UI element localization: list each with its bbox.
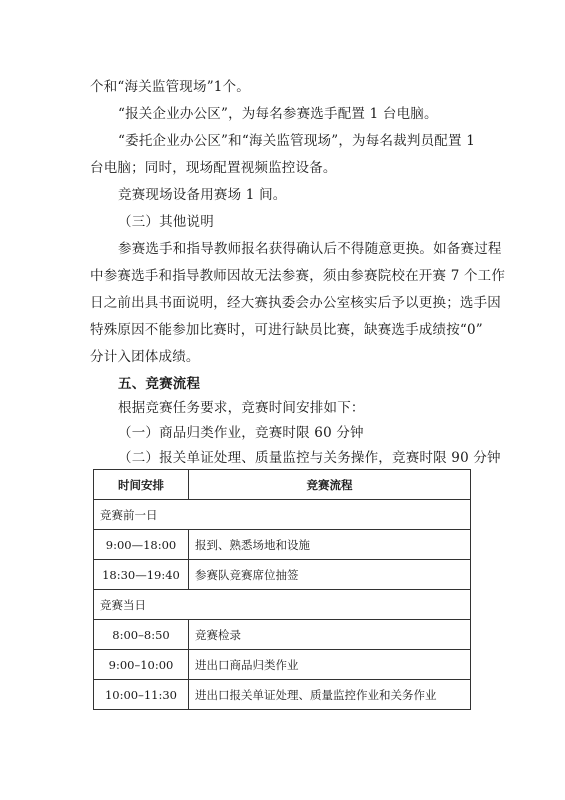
header-time: 时间安排 — [94, 470, 189, 500]
paragraph-venue: 竞赛现场设备用赛场 1 间。 — [118, 187, 287, 203]
table-row — [94, 650, 471, 680]
task-two-time-limit: （二）报关单证处理、质量监控与关务操作，竞赛时限 90 分钟 — [118, 450, 501, 466]
header-flow: 竞赛流程 — [189, 470, 471, 500]
section-day-before: 竞赛前一日 — [94, 500, 471, 530]
row-time: 18:30—19:40 — [94, 560, 189, 590]
row-flow: 进出口商品归类作业 — [189, 650, 471, 680]
table-row — [94, 530, 471, 560]
table-section-row — [94, 500, 471, 530]
row-flow: 参赛队竞赛席位抽签 — [189, 560, 471, 590]
table-row — [94, 620, 471, 650]
subheading-other-notes: （三）其他说明 — [118, 214, 214, 230]
row-flow: 报到、熟悉场地和设施 — [189, 530, 471, 560]
row-time: 9:00–10:00 — [94, 650, 189, 680]
paragraph-replacement-line3: 日之前出具书面说明，经大赛执委会办公室核实后予以更换；选手因 — [90, 295, 501, 311]
paragraph-client-office-line2: 台电脑；同时，现场配置视频监控设备。 — [90, 160, 337, 176]
table-header-row — [94, 470, 471, 500]
row-time: 9:00—18:00 — [94, 530, 189, 560]
row-time: 10:00–11:30 — [94, 680, 189, 710]
schedule-table — [93, 469, 471, 710]
paragraph-replacement-line4: 特殊原因不能参加比赛时，可进行缺员比赛，缺赛选手成绩按“0” — [90, 322, 483, 338]
row-flow: 进出口报关单证处理、质量监控作业和关务作业 — [189, 680, 471, 710]
table-row — [94, 680, 471, 710]
section-competition-day: 竞赛当日 — [94, 590, 471, 620]
paragraph-client-office-line1: “委托企业办公区”和“海关监管现场”，为每名裁判员配置 1 — [118, 133, 475, 149]
section-heading-competition-process: 五、竞赛流程 — [118, 376, 201, 392]
paragraph-replacement-line1: 参赛选手和指导教师报名获得确认后不得随意更换。如备赛过程 — [118, 241, 502, 257]
paragraph-broker-office: “报关企业办公区”，为每名参赛选手配置 1 台电脑。 — [118, 106, 438, 122]
row-flow: 竞赛检录 — [189, 620, 471, 650]
row-time: 8:00–8:50 — [94, 620, 189, 650]
table-row — [94, 560, 471, 590]
paragraph-schedule-intro: 根据竞赛任务要求，竞赛时间安排如下： — [118, 400, 365, 416]
paragraph-continuation: 个和“海关监管现场”1个。 — [90, 79, 250, 95]
paragraph-replacement-line2: 中参赛选手和指导教师因故无法参赛，须由参赛院校在开赛 7 个工作 — [90, 268, 506, 284]
table-section-row — [94, 590, 471, 620]
paragraph-replacement-line5: 分计入团体成绩。 — [90, 349, 200, 365]
task-one-time-limit: （一）商品归类作业，竞赛时限 60 分钟 — [118, 425, 364, 441]
